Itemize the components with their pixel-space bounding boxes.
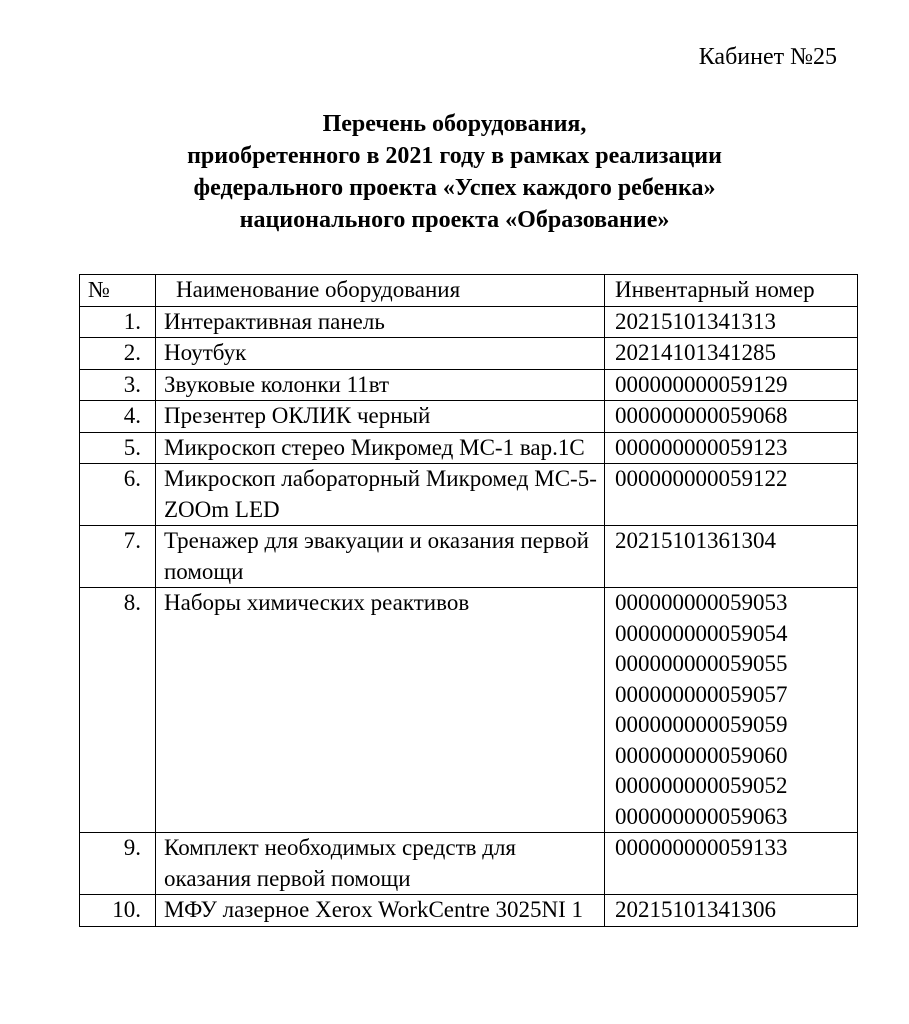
table-row [80,526,858,588]
row-number: 1. [80,306,156,338]
row-number: 2. [80,338,156,370]
document-title [0,108,909,236]
inventory-number: 000000000059063 [615,803,788,829]
equipment-name: Ноутбук [156,338,605,370]
title-line: федерального проекта «Успех каждого ребенка» [193,175,716,201]
table-row [80,464,858,526]
inventory-number: 000000000059055 [615,651,788,676]
inventory-number-cell [605,338,858,370]
inventory-number: 000000000059054 [615,620,788,646]
inventory-number: 000000000059052 [615,773,788,798]
equipment-name: Наборы химических реактивов [156,588,605,833]
equipment-name: Интерактивная панель [156,306,605,338]
inventory-number-cell [605,526,858,588]
table-row [80,369,858,401]
inventory-number: 20215101341313 [615,308,776,334]
equipment-name: Звуковые колонки 11вт [156,369,605,401]
title-line: приобретенного в 2021 году в рамках реализации [187,143,722,169]
title-line: национального проекта «Образование» [239,207,670,233]
inventory-number-cell [605,401,858,433]
row-number: 7. [80,526,156,588]
row-number: 6. [80,464,156,526]
inventory-number: 000000000059057 [615,681,788,707]
row-number: 8. [80,588,156,833]
inventory-number: 20215101341306 [615,897,776,922]
inventory-number: 000000000059059 [615,712,788,737]
column-header-name: Наименование оборудования [156,275,605,307]
equipment-name: Микроскоп стерео Микромед МС-1 вар.1С [156,432,605,464]
equipment-table [79,274,858,927]
equipment-name: Тренажер для эвакуации и оказания первой помощи [156,526,605,588]
table-row [80,401,858,433]
title-line: Перечень оборудования, [322,111,587,137]
equipment-name: Микроскоп лабораторный Микромед МС-5-ZOOm LED [156,464,605,526]
inventory-number: 000000000059053 [615,590,788,615]
inventory-number-cell [605,369,858,401]
equipment-name: МФУ лазерное Xerox WorkCentre 3025NI 1 [156,895,605,927]
table-row [80,432,858,464]
inventory-number-cell [605,464,858,526]
inventory-number-cell [605,588,858,833]
row-number: 3. [80,369,156,401]
column-header-number: № [80,275,156,307]
inventory-number-cell [605,432,858,464]
row-number: 10. [80,895,156,927]
table-row [80,338,858,370]
inventory-number: 000000000059122 [615,466,788,491]
table-header-row [80,275,858,307]
inventory-number: 000000000059129 [615,371,788,397]
table-row [80,306,858,338]
inventory-number: 000000000059123 [615,434,788,460]
row-number: 5. [80,432,156,464]
inventory-number-cell [605,306,858,338]
inventory-number: 000000000059060 [615,742,788,768]
table-row [80,895,858,927]
inventory-number: 20215101361304 [615,528,776,553]
equipment-name: Презентер ОКЛИК черный [156,401,605,433]
table-body [80,306,858,926]
table-row [80,588,858,833]
row-number: 4. [80,401,156,433]
equipment-name: Комплект необходимых средств для оказания первой помощи [156,833,605,895]
row-number: 9. [80,833,156,895]
table-row [80,833,858,895]
inventory-number: 000000000059068 [615,403,788,428]
inventory-number: 20214101341285 [615,340,776,365]
inventory-number: 000000000059133 [615,835,788,860]
cabinet-number: Кабинет №25 [698,44,837,70]
column-header-inventory: Инвентарный номер [605,275,858,307]
inventory-number-cell [605,833,858,895]
inventory-number-cell [605,895,858,927]
